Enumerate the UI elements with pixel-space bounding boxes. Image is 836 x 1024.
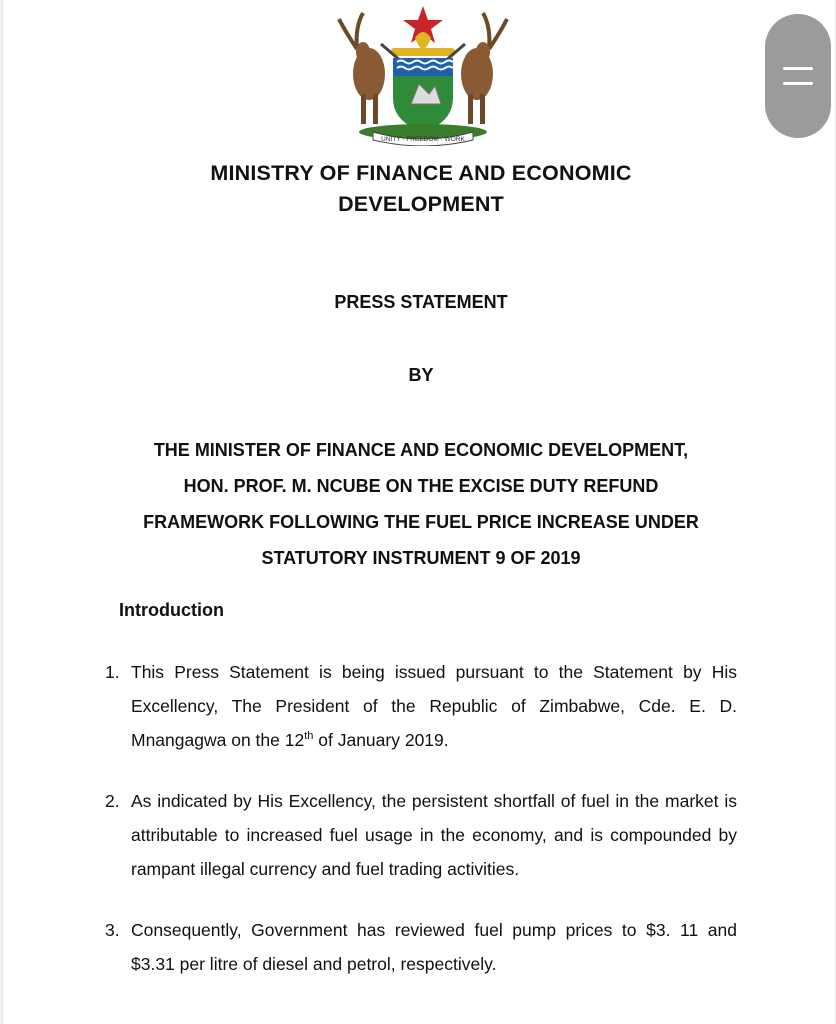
handle-line-icon xyxy=(783,82,813,85)
svg-text:UNITY · FREEDOM · WORK: UNITY · FREEDOM · WORK xyxy=(381,136,465,143)
paragraph-number: 1. xyxy=(105,662,120,682)
ministry-title xyxy=(133,158,709,220)
ministry-title-line: DEVELOPMENT xyxy=(338,192,504,216)
document-page xyxy=(2,0,836,1024)
paragraph-2 xyxy=(105,784,737,886)
paragraph-1 xyxy=(105,655,737,757)
paragraph-text: This Press Statement is being issued pursuant to the Statement by His Excellency, The President of the Republic of Zimbabwe, Cde. E. D. Mnangagwa on the 12 xyxy=(131,662,737,750)
by-label: BY xyxy=(408,365,434,385)
heading-line: HON. PROF. M. NCUBE ON THE EXCISE DUTY REFUND xyxy=(183,476,659,496)
handle-line-icon xyxy=(783,67,813,70)
paragraph-3 xyxy=(105,913,737,981)
ordinal-suffix: th xyxy=(304,730,314,743)
press-statement-label: PRESS STATEMENT xyxy=(334,292,508,312)
heading-line: STATUTORY INSTRUMENT 9 OF 2019 xyxy=(261,548,581,568)
ministry-title-line: MINISTRY OF FINANCE AND ECONOMIC xyxy=(210,161,632,185)
paragraph-number: 2. xyxy=(105,791,120,811)
statement-heading xyxy=(83,432,759,576)
paragraph-text: Consequently, Government has reviewed fuel pump prices to $3. 11 and $3.31 per litre of diesel and petrol, respectively. xyxy=(131,920,737,974)
paragraph-text: As indicated by His Excellency, the persistent shortfall of fuel in the market is attributable to increased fuel usage in the economy, and is compounded by rampant illegal currency and fuel trading activities. xyxy=(131,791,737,879)
scroll-handle[interactable] xyxy=(765,14,831,138)
heading-line: THE MINISTER OF FINANCE AND ECONOMIC DEVELOPMENT, xyxy=(153,440,689,460)
paragraph-text: of January 2019. xyxy=(313,730,449,750)
section-title: Introduction xyxy=(119,600,224,620)
paragraph-number: 3. xyxy=(105,920,120,940)
coat-of-arms-emblem xyxy=(317,4,529,146)
heading-line: FRAMEWORK FOLLOWING THE FUEL PRICE INCREASE UNDER xyxy=(143,512,699,532)
